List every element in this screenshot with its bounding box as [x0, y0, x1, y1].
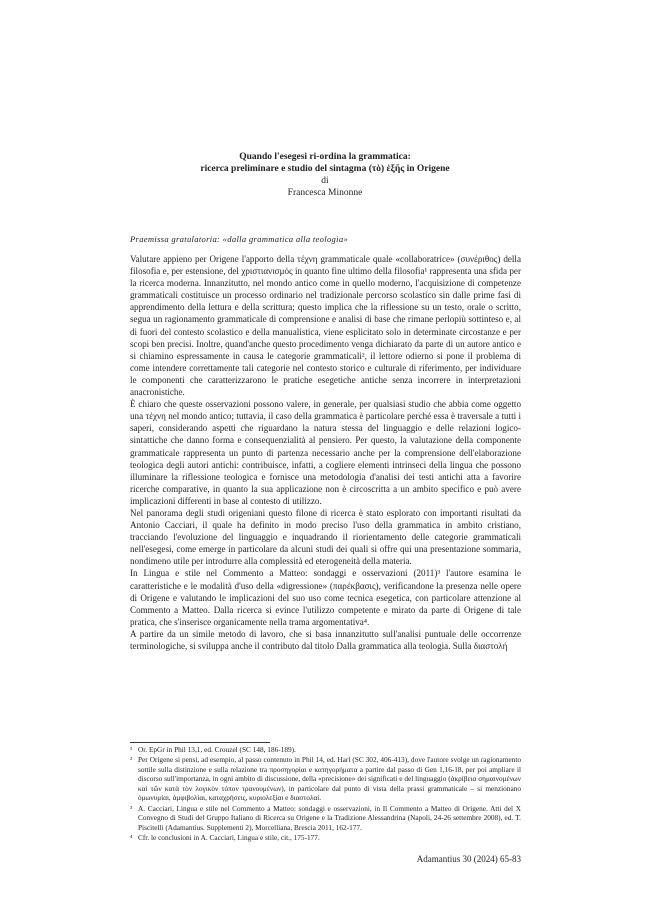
title-connector: di — [321, 176, 329, 186]
article-title-block — [0, 151, 650, 199]
body-paragraph: Valutare appieno per Origene l'apporto della τέχνη grammaticale quale «collaboratrice» (συνέριθος) della filosofia e, per estensione, del χριστιανισμός in quanto fine ultimo della filosofia¹ rappresenta una sfida per la ricerca moderna. Innanzitutto, nel mondo antico come in quello moderno, l'acquisizione di competenze grammaticali costituisce un processo ordinario nel tradizionale percorso scolastico sin dalle prime fasi di apprendimento della lettura e della scrittura; questo implica che la riflessione su un testo, orale o scritto, segua un ragionamento grammaticale di comprensione e analisi di base che rimane perlopiù sottinteso e, al di fuori del contesto scolastico e della manualistica, viene esplicitato solo in determinate circostanze e per scopi ben precisi. Inoltre, quand'anche questo procedimento venga dichiarato da parte di un autore antico e si chiamino espressamente in causa le categorie grammaticali², il lettore odierno si pone il problema di come intendere correttamente tali categorie nel contesto storico e culturale di riferimento, per individuare le componenti che caratterizzarono le pratiche esegetiche antiche senza incorrere in interpretazioni anacronistiche. — [130, 254, 521, 398]
body-paragraph: È chiaro che queste osservazioni possono valere, in generale, per qualsiasi studio che abbia come oggetto una τέχνη nel mondo antico; tuttavia, il caso della grammatica è particolare perché essa è traversale a tutti i saperi, considerando aspetti che riguardano la natura stessa del linguaggio e delle relazioni logico-sintattiche che danno forma e consequenzialità al pensiero. Per questo, la valutazione della componente grammaticale rappresenta un punto di partenza necessario anche per la comprensione dell'elaborazione teologica degli autori antichi: contribuisce, infatti, a cogliere elementi intrinseci della lingua che possono illuminare la riflessione teologica e fornisce una metodologia d'analisi dei testi antichi atta a favorire ricerche comparative, in quanto la sua applicazione non è circoscritta a un ambito specifico e può avere implicazioni differenti in base al contesto di utilizzo. — [130, 399, 521, 506]
body-text — [130, 253, 521, 652]
footnotes — [130, 745, 521, 843]
footnote — [130, 833, 521, 843]
footnote-number: ³ — [130, 803, 133, 813]
footnote-number: ² — [130, 755, 133, 765]
article-author: Francesca Minonne — [287, 188, 363, 198]
journal-citation-footer: Adamantius 30 (2024) 65-83 — [416, 854, 521, 864]
article-title-line-1: Quando l'esegesi ri-ordina la grammatica: — [239, 152, 411, 162]
body-paragraph: Nel panorama degli studi origeniani questo filone di ricerca è stato esplorato con importanti risultati da Antonio Cacciari, il quale ha definito in modo preciso l'uso della grammatica in ambito cristiano, tracciando l'evoluzione del linguaggio e inquadrando il riorientamento delle categorie grammaticali nell'esegesi, come emerge in particolare da alcuni studi dei quali si offre qui una presentazione sommaria, nondimeno utile per introdurre alla complessità ed eterogeneità della materia. — [130, 507, 521, 567]
footnote-divider — [130, 742, 270, 743]
footnote-text: Cfr. le conclusioni in A. Cacciari, Lingua e stile, cit., 175-177. — [138, 832, 320, 842]
body-paragraph: In Lingua e stile nel Commento a Matteo: sondaggi e osservazioni (2011)³ l'autore esamina le caratteristiche e le modalità d'uso della «digressione» (παρέκβασις), verificandone la presenza nelle opere di Origene e valutando le implicazioni del suo uso come tecnica esegetica, con particolare attenzione al Commento a Matteo. Dalla ricerca si evince l'utilizzo competente e mirato da parte di Origene di tale pratica, che s'inserisce organicamente nella trama argomentativa⁴. — [130, 568, 521, 627]
footnote — [130, 745, 521, 755]
footnote-text: Per Origene si pensi, ad esempio, al passo contenuto in Phil 14, ed. Harl (SC 302, 406-413), dove l'autore svolge un ragionamento sottile sulla distinzione e sulla relazione tra προσηγορίαι e κατηγορήματα a partire dal passo di Gen 1,16-18, per poi ampliare il discorso sull'importanza, in ogni ambito di discussione, della «precisione» dei significati e del linguaggio (ἀκρίβεια σημαινομένων καὶ τῶν κατὰ τὸν λογικὸν τόπον τρανουμένων), in particolare dal punto di vista della prassi grammaticale – si menzionano ὁμωνυμίαι, ἀμφιβολίαι, καταχρήσεις, κυριολεξίαι e διαστολαί. — [138, 755, 521, 803]
footnote — [130, 755, 521, 803]
footnote-number: ¹ — [130, 745, 133, 754]
footnote-text: Or. EpGr in Phil 13,1, ed. Crouzel (SC 148, 186-189). — [138, 745, 296, 754]
article-title-line-2: ricerca preliminare e studio del sintagma (τὸ) ἑξῆς in Origene — [200, 164, 450, 174]
body-paragraph: A partire da un simile metodo di lavoro, che si basa innanzitutto sull'analisi puntuale delle occorrenze terminologiche, si sviluppa anche il contributo dal titolo Dalla grammatica alla teologia. Sulla διαστολή — [130, 628, 521, 651]
section-heading: Praemissa gratulatoria: «dalla grammatica alla teologia» — [130, 234, 349, 244]
footnote-number: ⁴ — [130, 832, 133, 842]
footnote-text: A. Cacciari, Lingua e stile nel Commento a Matteo: sondaggi e osservazioni, in Il Commento a Matteo di Origene. Atti del X Convegno di Studi del Gruppo Italiano di Ricerca su Origene e la Tradizione Alessandrina (Napoli, 24-26 settembre 2008), ed. T. Piscitelli (Adamantius. Supplementi 2), Morcelliana, Brescia 2011, 162-177. — [138, 803, 521, 832]
footnote — [130, 804, 521, 833]
